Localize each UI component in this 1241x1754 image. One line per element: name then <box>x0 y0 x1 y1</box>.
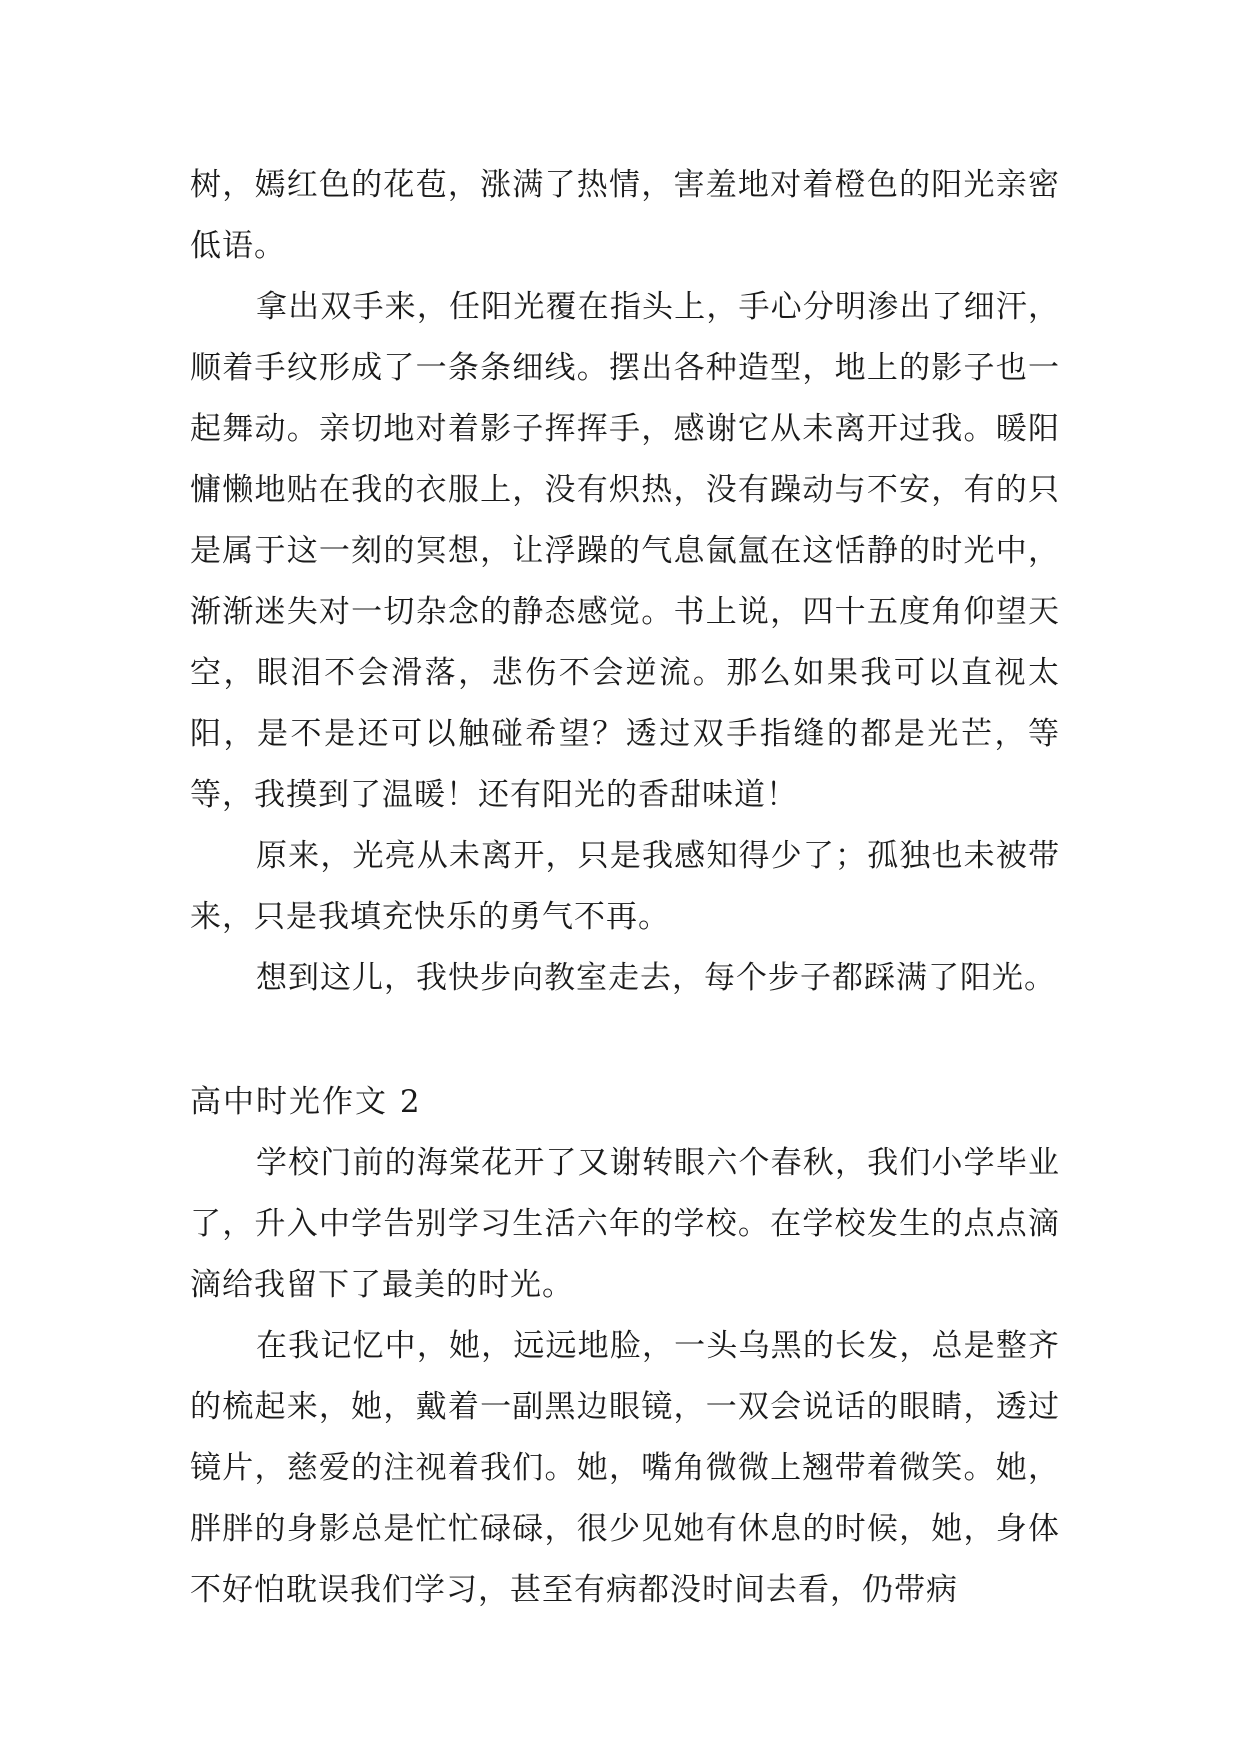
paragraph-hands-sunlight: 拿出双手来，任阳光覆在指头上，手心分明渗出了细汗，顺着手纹形成了一条条细线。摆出各种造型，地上的影子也一起舞动。亲切地对着影子挥挥手，感谢它从未离开过我。暖阳慵懒地贴在我的衣服上，没有炽热，没有躁动与不安，有的只是属于这一刻的冥想，让浮躁的气息氤氲在这恬静的时光中，渐渐迷失对一切杂念的静态感觉。书上说，四十五度角仰望天空，眼泪不会滑落，悲伤不会逆流。那么如果我可以直视太阳，是不是还可以触碰希望？透过双手指缝的都是光芒，等等，我摸到了温暖！还有阳光的香甜味道！ <box>190 289 1060 813</box>
paragraph-walk-to-classroom: 想到这儿，我快步向教室走去，每个步子都踩满了阳光。 <box>256 960 1056 996</box>
paragraph-continuation: 树，嫣红色的花苞，涨满了热情，害羞地对着橙色的阳光亲密低语。 <box>190 167 1060 264</box>
document-page <box>190 155 1060 1621</box>
paragraph-teacher-memory: 在我记忆中，她，远远地脸，一头乌黑的长发，总是整齐的梳起来，她，戴着一副黑边眼镜，一双会说话的眼睛，透过镜片，慈爱的注视着我们。她，嘴角微微上翘带着微笑。她，胖胖的身影总是忙忙碌碌，很少见她有休息的时候，她，身体不好怕耽误我们学习，甚至有病都没时间去看，仍带病 <box>190 1328 1060 1608</box>
paragraph-school-graduation: 学校门前的海棠花开了又谢转眼六个春秋，我们小学毕业了，升入中学告别学习生活六年的学校。在学校发生的点点滴滴给我留下了最美的时光。 <box>190 1145 1060 1303</box>
section-spacer <box>190 1009 1060 1072</box>
paragraph-light-never-left: 原来，光亮从未离开，只是我感知得少了；孤独也未被带来，只是我填充快乐的勇气不再。 <box>190 838 1060 935</box>
section-title: 高中时光作文 2 <box>190 1084 422 1120</box>
